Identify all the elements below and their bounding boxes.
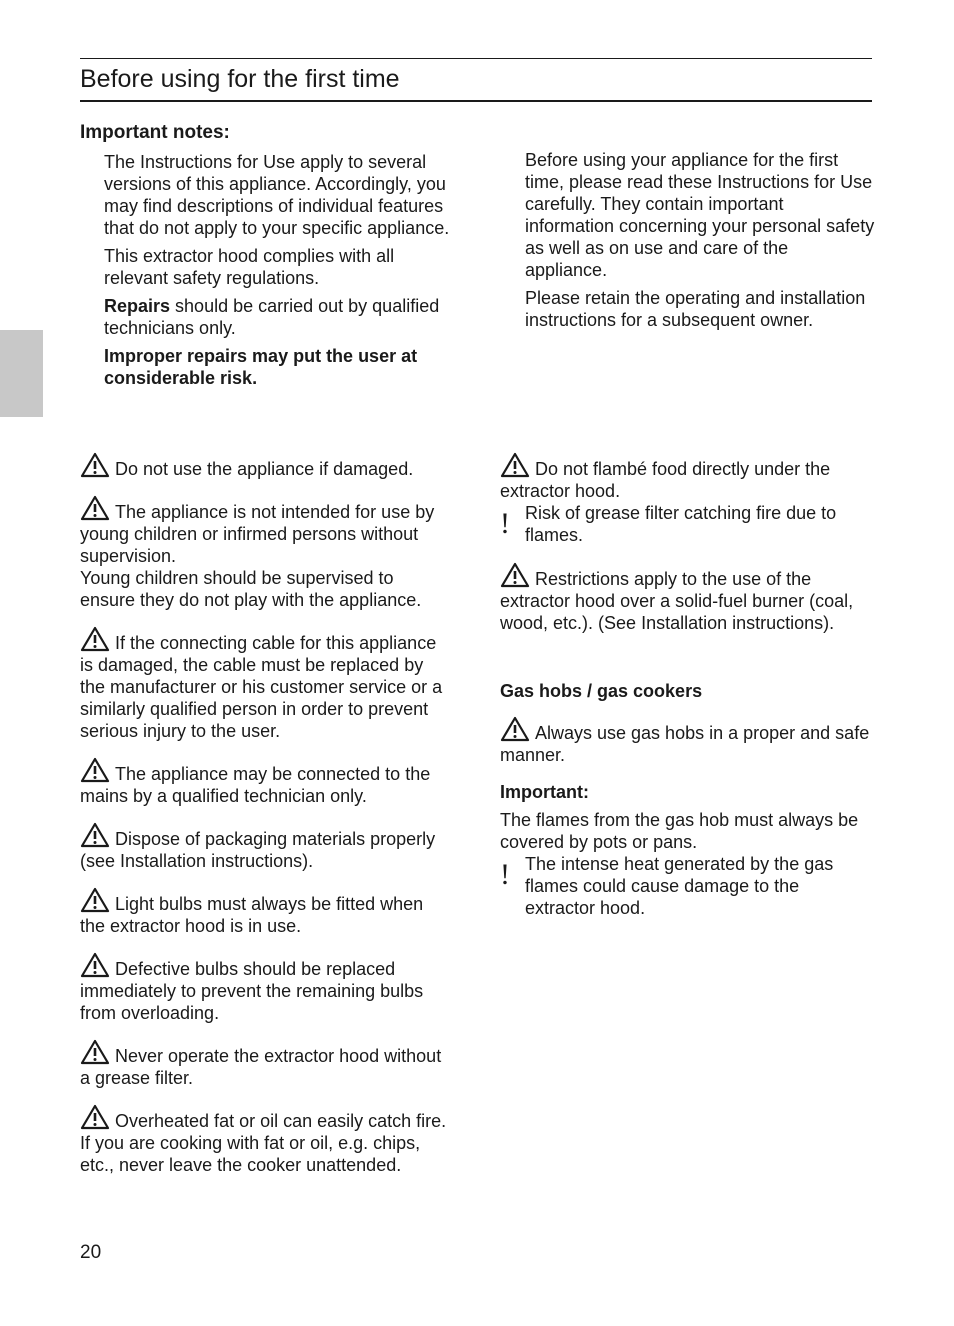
warning-triangle-icon <box>500 452 530 478</box>
gas-caution-text: The intense heat generated by the gas flames could cause damage to the extractor hood. <box>525 854 834 918</box>
section-tab-marker <box>0 330 43 417</box>
warning-text: Never operate the extractor hood without a grease filter. <box>80 1046 442 1088</box>
gas-warning-text: Always use gas hobs in a proper and safe manner. <box>500 723 870 765</box>
notes-left-column <box>104 151 454 395</box>
warning-text: The appliance may be connected to the mains by a qualified technician only. <box>80 764 431 806</box>
warning-extra-text: If you are cooking with fat or oil, e.g. chips, etc., never leave the cooker unattended. <box>80 1133 421 1175</box>
warning-item <box>80 495 448 611</box>
warning-text: Light bulbs must always be fitted when the extractor hood is in use. <box>80 894 424 936</box>
header-rule-top <box>80 58 872 59</box>
warning-item <box>80 822 448 872</box>
notes-right-column <box>525 149 875 337</box>
warning-item <box>80 626 448 742</box>
warning-item <box>80 952 448 1024</box>
gas-hobs-heading: Gas hobs / gas cookers <box>500 681 703 701</box>
warnings-right-column <box>500 452 872 935</box>
warnings-right-list <box>500 452 872 634</box>
notes-paragraph <box>104 295 454 339</box>
caution-note <box>500 502 872 546</box>
warning-text: Dispose of packaging materials properly (see Installation instructions). <box>80 829 436 871</box>
warning-triangle-icon <box>80 452 110 478</box>
important-notes-heading: Important notes: <box>80 122 230 143</box>
gas-caution <box>500 853 872 919</box>
warning-triangle-icon <box>500 562 530 588</box>
warning-triangle-icon <box>80 887 110 913</box>
warning-item <box>80 887 448 937</box>
warning-item <box>500 452 872 502</box>
warning-triangle-icon <box>80 626 110 652</box>
gas-warning <box>500 716 872 766</box>
warning-triangle-icon <box>80 495 110 521</box>
notes-paragraph: Before using your appliance for the first time, please read these Instructions for Use carefully. They contain important information concerning your personal safety as well as on use and care of the appliance. <box>525 150 875 280</box>
warning-item <box>80 1039 448 1089</box>
exclamation-mark-icon: ! <box>500 507 510 540</box>
warning-triangle-icon <box>80 822 110 848</box>
notes-paragraph: This extractor hood complies with all relevant safety regulations. <box>104 246 395 288</box>
warning-text: Defective bulbs should be replaced immediately to prevent the remaining bulbs from overloading. <box>80 959 424 1023</box>
important-label: Important: <box>500 782 589 802</box>
warning-triangle-icon <box>80 1104 110 1130</box>
warning-triangle-icon <box>80 1039 110 1065</box>
gas-important-text: The flames from the gas hob must always be covered by pots or pans. <box>500 810 859 852</box>
warning-triangle-icon <box>500 716 530 742</box>
notes-warning-paragraph: Improper repairs may put the user at considerable risk. <box>104 346 418 388</box>
warning-item <box>500 562 872 634</box>
warnings-left-column <box>80 452 448 1191</box>
notes-paragraph: The Instructions for Use apply to several versions of this appliance. Accordingly, you may find descriptions of individual features that do not apply to your specific appliance. <box>104 152 450 238</box>
warning-item <box>80 452 448 480</box>
warning-extra-text: Young children should be supervised to ensure they do not play with the appliance. <box>80 568 422 610</box>
warning-item <box>80 757 448 807</box>
warning-text: Restrictions apply to the use of the extractor hood over a solid-fuel burner (coal, wood, etc.). (See Installation instructions). <box>500 569 854 633</box>
repairs-text: should be carried out by qualified technicians only. <box>104 296 440 338</box>
header-rule-bottom <box>80 100 872 102</box>
warning-text: Do not use the appliance if damaged. <box>115 459 414 479</box>
repairs-label: Repairs <box>104 296 171 316</box>
warning-text: Do not flambé food directly under the extractor hood. <box>500 459 831 501</box>
page-number: 20 <box>80 1242 102 1263</box>
warning-text: Overheated fat or oil can easily catch fire. <box>115 1111 447 1131</box>
warning-item <box>80 1104 448 1176</box>
warning-text: The appliance is not intended for use by young children or infirmed persons without supervision. <box>80 502 435 566</box>
page-title: Before using for the first time <box>80 65 400 93</box>
warning-triangle-icon <box>80 952 110 978</box>
warning-triangle-icon <box>80 757 110 783</box>
warning-text: If the connecting cable for this appliance is damaged, the cable must be replaced by the manufacturer or his customer service or a similarly qualified person in order to prevent serious injury to the user. <box>80 633 443 741</box>
exclamation-mark-icon: ! <box>500 858 510 891</box>
caution-text: Risk of grease filter catching fire due to flames. <box>525 503 837 545</box>
notes-paragraph: Please retain the operating and installation instructions for a subsequent owner. <box>525 288 866 330</box>
